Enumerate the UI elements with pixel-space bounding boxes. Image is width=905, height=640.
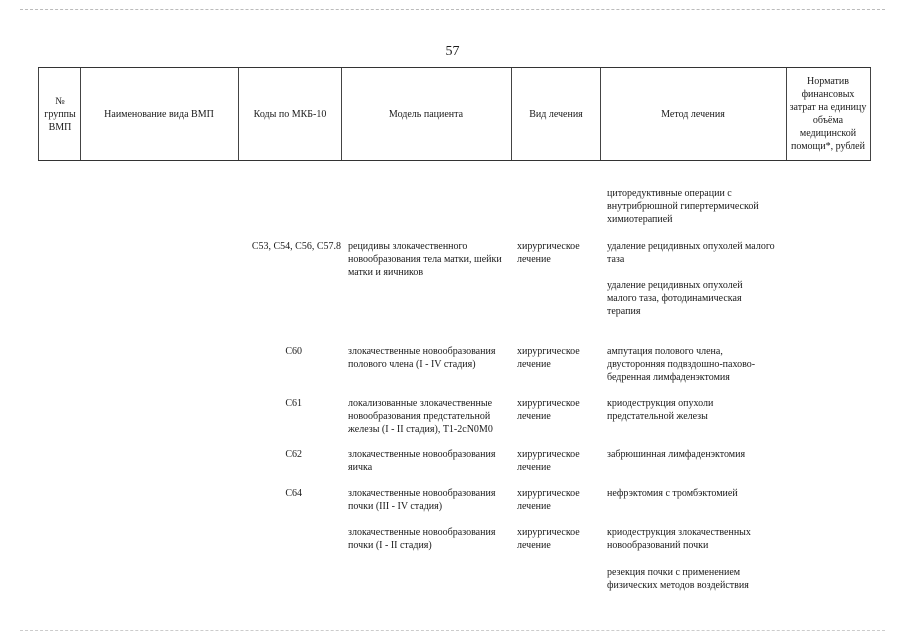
method-cell: удаление рецидивных опухолей малого таза bbox=[607, 241, 775, 265]
method-cell: криодеструкция опухоли предстательной железы bbox=[607, 398, 714, 422]
icd-code-cell: C62 bbox=[285, 449, 302, 460]
treatment-type-cell: хирургическое лечение bbox=[517, 346, 580, 370]
col-border bbox=[238, 68, 239, 160]
col-border bbox=[80, 68, 81, 160]
patient-model-cell: злокачественные новообразования почки (III - IV стадия) bbox=[348, 488, 496, 512]
icd-code-cell: C60 bbox=[285, 346, 302, 357]
treatment-type-cell: хирургическое лечение bbox=[517, 398, 580, 422]
patient-model-cell: рецидивы злокачественного новообразования тела матки, шейки матки и яичников bbox=[348, 241, 502, 278]
icd-code-cell: C64 bbox=[285, 488, 302, 499]
patient-model-cell: злокачественные новообразования яичка bbox=[348, 449, 496, 473]
method-cell: резекция почки с применением физических методов воздействия bbox=[607, 567, 749, 591]
patient-model-cell: локализованные злокачественные новообразования предстательной железы (I - II стадия), T1-2cN0M0 bbox=[348, 398, 493, 435]
header-bottom-rule bbox=[38, 160, 871, 161]
header-icd-codes: Коды по МКБ-10 bbox=[253, 108, 327, 120]
col-border bbox=[600, 68, 601, 160]
col-border bbox=[341, 68, 342, 160]
method-cell: забрюшинная лимфаденэктомия bbox=[607, 449, 746, 460]
col-border bbox=[511, 68, 512, 160]
header-cost-standard: Норматив финансовых затрат на единицу объёма медицинской помощи*, рублей bbox=[789, 76, 867, 152]
icd-code-cell: C53, C54, C56, C57.8 bbox=[251, 241, 341, 252]
header-group-no: № группы ВМП bbox=[44, 95, 76, 133]
patient-model-cell: злокачественные новообразования почки (I - II стадия) bbox=[348, 527, 496, 551]
method-cell: циторедуктивные операции с внутрибрюшной гипертермической химиотерапией bbox=[607, 188, 759, 225]
treatment-type-cell: хирургическое лечение bbox=[517, 488, 580, 512]
col-border bbox=[38, 68, 39, 160]
treatment-type-cell: хирургическое лечение bbox=[517, 527, 580, 551]
method-cell: криодеструкция злокачественных новообразований почки bbox=[607, 527, 751, 551]
scan-edge-bottom bbox=[20, 630, 885, 631]
header-treatment-type: Вид лечения bbox=[529, 108, 583, 120]
method-cell: ампутация полового члена, двусторонняя подвздошно-пахово-бедренная лимфаденэктомия bbox=[607, 346, 756, 383]
scan-edge-top bbox=[20, 9, 885, 10]
method-cell: нефрэктомия с тромбэктомией bbox=[607, 488, 738, 499]
icd-code-cell: C61 bbox=[285, 398, 302, 409]
page-number: 57 bbox=[445, 44, 460, 59]
patient-model-cell: злокачественные новообразования полового члена (I - IV стадия) bbox=[348, 346, 496, 370]
treatment-type-cell: хирургическое лечение bbox=[517, 241, 580, 265]
col-border bbox=[786, 68, 787, 160]
header-treatment-method: Метод лечения bbox=[661, 108, 725, 120]
header-vmp-name: Наименование вида ВМП bbox=[104, 108, 214, 120]
col-border bbox=[870, 68, 871, 160]
header-patient-model: Модель пациента bbox=[388, 108, 464, 120]
treatment-type-cell: хирургическое лечение bbox=[517, 449, 580, 473]
method-cell: удаление рецидивных опухолей малого таза, фотодинамическая терапия bbox=[607, 280, 743, 317]
